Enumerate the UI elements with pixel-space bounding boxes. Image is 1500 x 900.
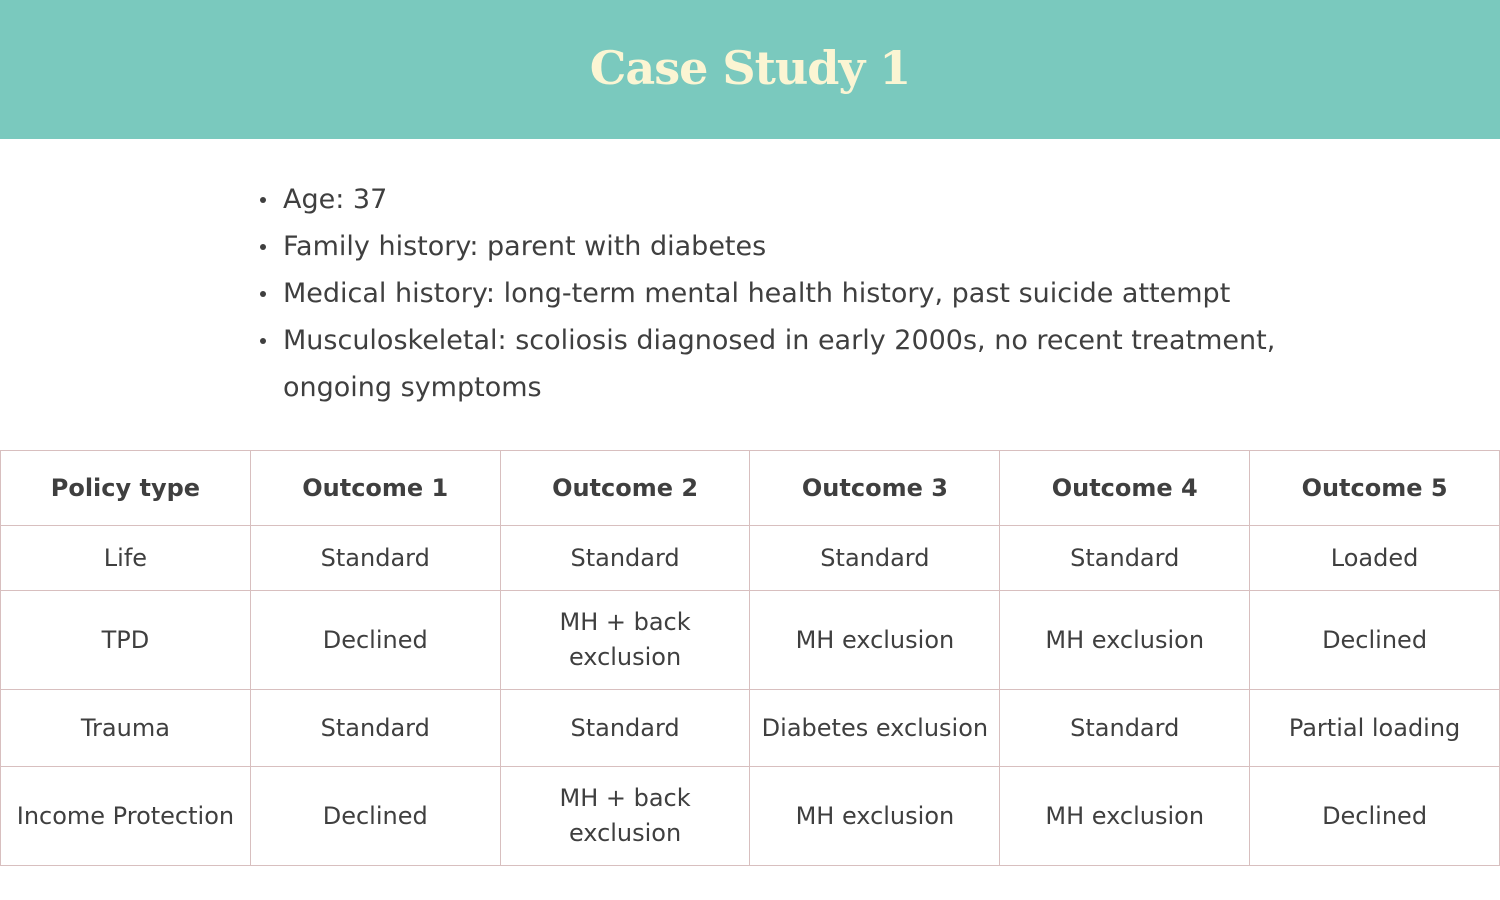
table-cell: Standard — [500, 690, 750, 767]
table-cell: Standard — [750, 526, 1000, 591]
profile-bullet-list — [260, 176, 1320, 411]
table-cell: Standard — [1000, 690, 1250, 767]
bullet-dot-icon — [260, 244, 266, 250]
table-cell: TPD — [1, 591, 251, 690]
table-row-income-protection — [1, 767, 1500, 866]
bullet-dot-icon — [260, 291, 266, 297]
table-cell: MH exclusion — [750, 767, 1000, 866]
table-cell: Declined — [250, 591, 500, 690]
header-banner — [0, 0, 1500, 139]
page-title: Case Study 1 — [589, 40, 911, 95]
bullet-musculoskeletal — [260, 317, 1320, 411]
table-cell: Standard — [250, 690, 500, 767]
column-header-policy-type: Policy type — [1, 451, 251, 526]
table-cell: Trauma — [1, 690, 251, 767]
table-cell: Partial loading — [1250, 690, 1500, 767]
bullet-dot-icon — [260, 197, 266, 203]
bullet-family-history — [260, 223, 1320, 270]
bullet-medical-history — [260, 270, 1320, 317]
table-cell: Standard — [250, 526, 500, 591]
bullet-text: Family history: parent with diabetes — [283, 231, 767, 262]
bullet-text: Medical history: long-term mental health history, past suicide attempt — [283, 278, 1231, 309]
table-cell: Standard — [500, 526, 750, 591]
table-cell: MH + back exclusion — [500, 591, 750, 690]
table-cell: Declined — [1250, 767, 1500, 866]
bullet-dot-icon — [260, 338, 266, 344]
column-header-outcome-1: Outcome 1 — [250, 451, 500, 526]
column-header-outcome-4: Outcome 4 — [1000, 451, 1250, 526]
column-header-outcome-2: Outcome 2 — [500, 451, 750, 526]
table-cell: MH exclusion — [1000, 591, 1250, 690]
outcomes-table — [0, 450, 1500, 866]
bullet-text: Age: 37 — [283, 184, 388, 215]
table-row-tpd — [1, 591, 1500, 690]
table-cell: Income Protection — [1, 767, 251, 866]
table-cell: Loaded — [1250, 526, 1500, 591]
table-header-row — [1, 451, 1500, 526]
table-cell: Diabetes exclusion — [750, 690, 1000, 767]
table-cell: MH exclusion — [750, 591, 1000, 690]
table-cell: Declined — [250, 767, 500, 866]
table-cell: Life — [1, 526, 251, 591]
bullet-age — [260, 176, 1320, 223]
column-header-outcome-3: Outcome 3 — [750, 451, 1000, 526]
table-cell: Declined — [1250, 591, 1500, 690]
table-cell: Standard — [1000, 526, 1250, 591]
table-cell: MH + back exclusion — [500, 767, 750, 866]
table-row-life — [1, 526, 1500, 591]
table-row-trauma — [1, 690, 1500, 767]
bullet-text: Musculoskeletal: scoliosis diagnosed in early 2000s, no recent treatment, ongoing symptoms — [283, 325, 1276, 403]
table-cell: MH exclusion — [1000, 767, 1250, 866]
column-header-outcome-5: Outcome 5 — [1250, 451, 1500, 526]
